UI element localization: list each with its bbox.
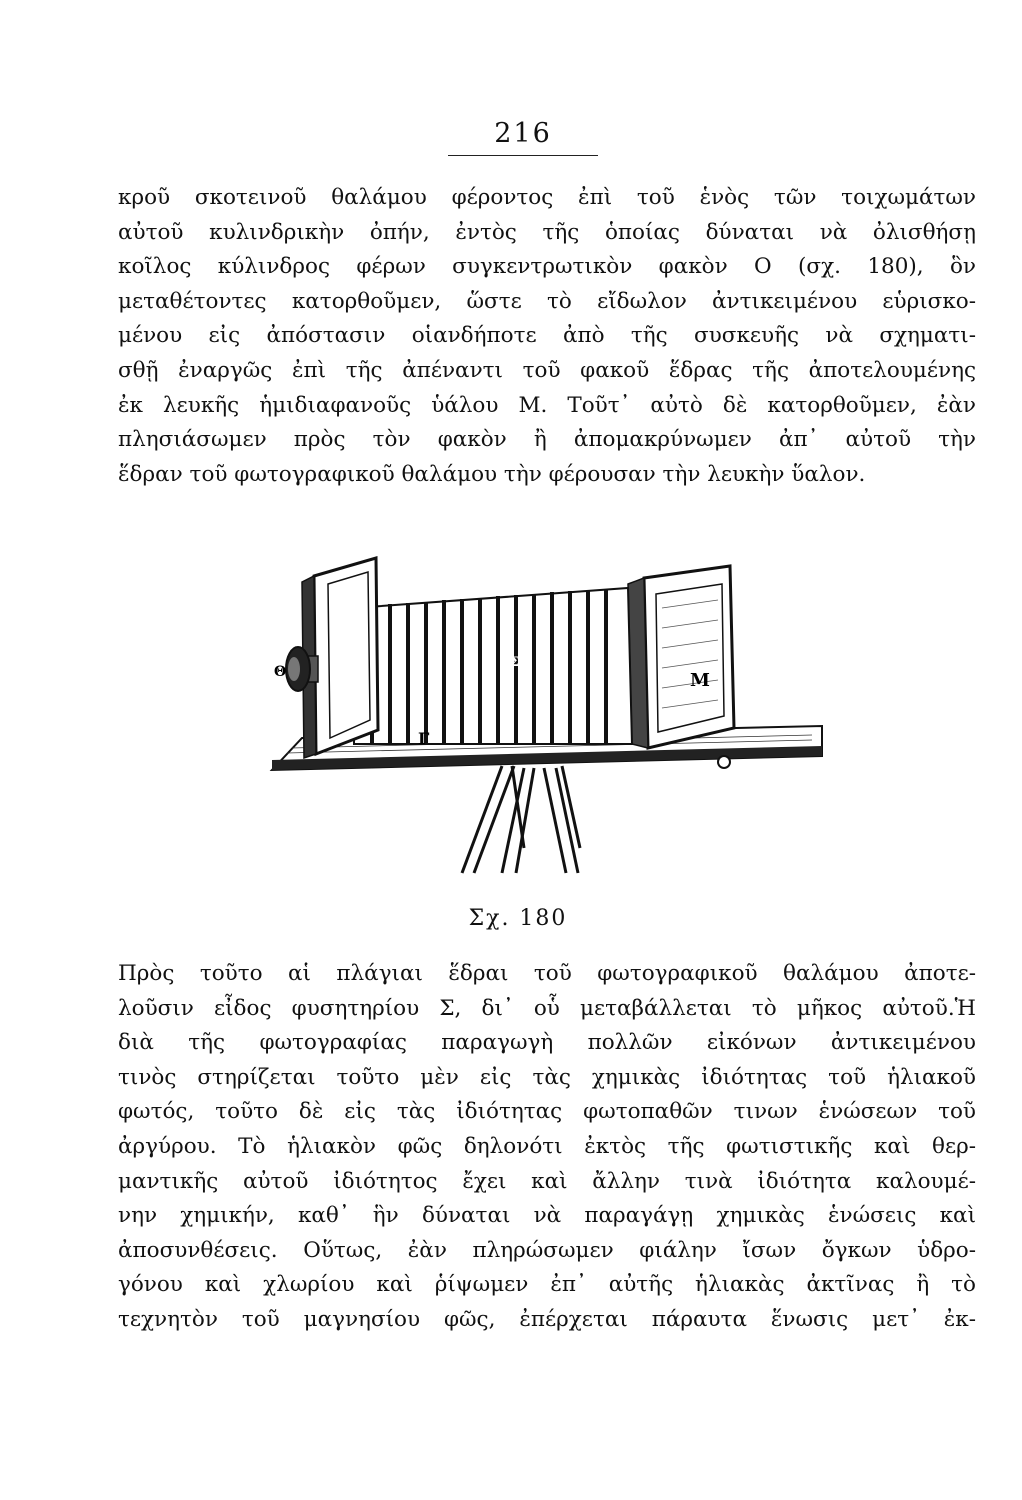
- text-line: κοῖλος κύλινδρος φέρων συγκεντρωτικὸν φακὸν Ο (σχ. 180), ὃν: [118, 254, 976, 280]
- page-number: 216: [494, 118, 552, 149]
- text-line: μεταθέτοντες κατορθοῦμεν, ὥστε τὸ εἴδωλον ἀντικειμένου εὑρισκο-: [118, 288, 976, 314]
- figure-label-glass: Μ: [690, 670, 710, 691]
- text-line: γόνου καὶ χλωρίου καὶ ῥίψωμεν ἐπ᾽ αὐτῆς ἡλιακὰς ἀκτῖνας ἢ τὸ: [118, 1272, 976, 1298]
- text-line: σθῇ ἐναργῶς ἐπὶ τῆς ἀπέναντι τοῦ φακοῦ ἕδρας τῆς ἀποτελουμένης: [118, 357, 976, 383]
- text-line: κροῦ σκοτεινοῦ θαλάμου φέροντος ἐπὶ τοῦ ἑνὸς τῶν τοιχωμάτων: [118, 185, 976, 210]
- text-line: ἕδραν τοῦ φωτογραφικοῦ θαλάμου τὴν φέρουσαν τὴν λευκὴν ὕαλον.: [118, 461, 866, 487]
- text-line: μαντικῆς αὐτοῦ ἰδιότητος ἔχει καὶ ἄλλην τινὰ ἰδιότητα καλουμέ-: [118, 1168, 976, 1194]
- paragraph-2: [118, 957, 976, 1338]
- tripod-legs: [462, 766, 580, 873]
- text-line: μένου εἰς ἀπόστασιν οἱανδήποτε ἀπὸ τῆς συσκευῆς νὰ σχηματι-: [118, 323, 976, 349]
- text-line: φωτός, τοῦτο δὲ εἰς τὰς ἰδιότητας φωτοπαθῶν τινων ἑνώσεων τοῦ: [118, 1099, 976, 1125]
- text-line: τεχνητὸν τοῦ μαγνησίου φῶς, ἐπέρχεται πάραυτα ἕνωσις μετ᾽ ἐκ-: [118, 1306, 976, 1332]
- figure-label-rail: Γ: [418, 729, 430, 748]
- text-line: ἀργύρου. Τὸ ἡλιακὸν φῶς δηλονότι ἐκτὸς τῆς φωτιστικῆς καὶ θερ-: [118, 1133, 976, 1159]
- text-line: ἀποσυνθέσεις. Οὕτως, ἐὰν πληρώσωμεν φιάλην ἴσων ὄγκων ὑδρο-: [118, 1237, 976, 1263]
- text-line: ἐκ λευκῆς ἡμιδιαφανοῦς ὑάλου Μ. Τοῦτ᾽ αὐτὸ δὲ κατορθοῦμεν, ἐὰν: [118, 392, 976, 418]
- paragraph-1: [118, 181, 976, 492]
- text-line: Πρὸς τοῦτο αἱ πλάγιαι ἕδραι τοῦ φωτογραφικοῦ θαλάμου ἀποτε-: [118, 961, 976, 986]
- text-line: νην χημικήν, καθ᾽ ἣν δύναται νὰ παραγάγῃ χημικὰς ἑνώσεις καὶ: [118, 1203, 976, 1229]
- text-line: τινὸς στηρίζεται τοῦτο μὲν εἰς τὰς χημικὰς ἰδιότητας τοῦ ἡλιακοῦ: [118, 1064, 976, 1090]
- figure-caption: Σχ. 180: [468, 906, 568, 931]
- page-number-rule: [448, 155, 598, 156]
- text-line: λοῦσιν εἶδος φυσητηρίου Σ, δι᾽ οὗ μεταβάλλεται τὸ μῆκος αὐτοῦ.Ἡ: [118, 995, 976, 1021]
- text-line: διὰ τῆς φωτογραφίας παραγωγὴ πολλῶν εἰκόνων ἀντικειμένου: [118, 1030, 976, 1056]
- bellows: [354, 588, 632, 744]
- text-line: πλησιάσωμεν πρὸς τὸν φακὸν ἢ ἀπομακρύνωμεν ἀπ᾽ αὐτοῦ τὴν: [118, 427, 976, 453]
- figure-label-bellows: Σ: [510, 655, 520, 670]
- camera-illustration: [262, 548, 842, 878]
- figure-label-lens: Θ: [274, 664, 287, 680]
- back-frame: [628, 566, 734, 748]
- camera-figure: [262, 548, 842, 878]
- text-line: αὐτοῦ κυλινδρικὴν ὀπήν, ἐντὸς τῆς ὁποίας δύναται νὰ ὀλισθήσῃ: [118, 219, 976, 245]
